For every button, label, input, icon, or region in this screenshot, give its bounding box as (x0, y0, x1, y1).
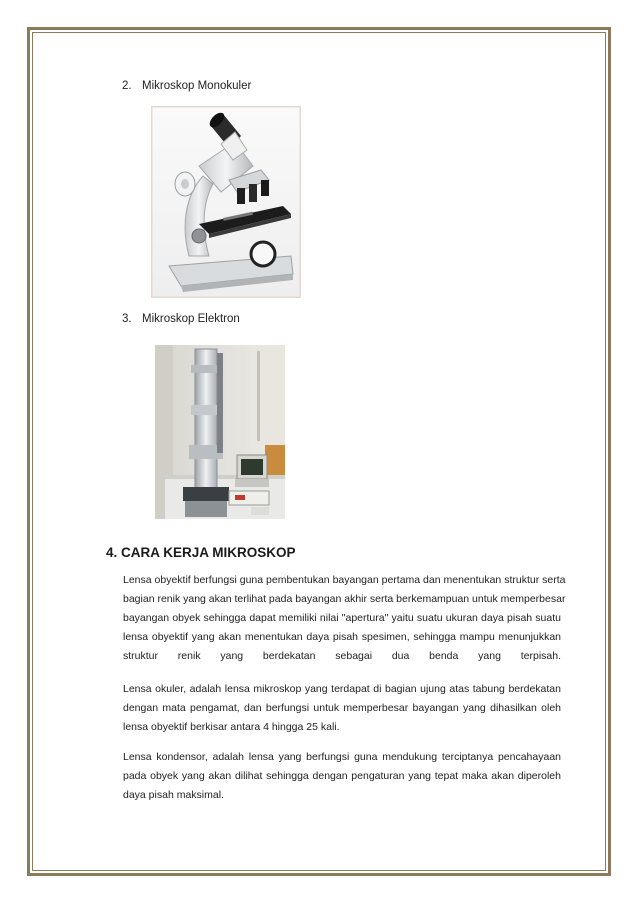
paragraph-ocular-lens (123, 680, 561, 737)
electron-microscope-photo (155, 345, 285, 519)
page-border-inner (32, 32, 606, 871)
paragraph-line: daya pisah maksimal. (123, 789, 224, 801)
paragraph-condenser-lens (123, 748, 561, 805)
paragraph-objective-lens (123, 571, 566, 666)
caption-number: 3. (122, 313, 132, 325)
monocular-microscope-photo (151, 106, 301, 298)
caption-number: 2. (122, 80, 132, 92)
paragraph-line: dengan mata pengamat, dan berfungsi untuk memperbesar bayangan yang dihasilkan oleh (123, 702, 561, 714)
section-heading: 4. CARA KERJA MIKROSKOP (106, 545, 296, 560)
caption-monocular (122, 80, 251, 92)
caption-label: Mikroskop Monokuler (142, 80, 252, 92)
paragraph-line: Lensa obyektif berfungsi guna pembentukan bayangan pertama dan menentukan struktur serta (123, 574, 566, 586)
paragraph-line: Lensa kondensor, adalah lensa yang berfungsi guna mendukung terciptanya pencahayaan (123, 751, 561, 763)
paragraph-line: lensa obyektif yang akan menentukan daya pisah spesimen, sehingga mampu menunjukkan (123, 631, 561, 643)
paragraph-line: bagian renik yang akan terlihat pada bayangan akhir serta berkemampuan untuk memperbesar (123, 593, 566, 605)
paragraph-line: pada obyek yang akan dilihat sehingga dengan pengaturan yang tepat maka akan diperoleh (123, 770, 561, 782)
electron-microscope-illustration (155, 345, 285, 519)
caption-electron (122, 313, 240, 325)
paragraph-line: lensa obyektif berkisar antara 4 hingga 25 kali. (123, 721, 340, 733)
paragraph-line: Lensa okuler, adalah lensa mikroskop yang terdapat di bagian ujung atas tabung berdekatan (123, 683, 561, 695)
monocular-microscope-illustration (151, 106, 301, 298)
caption-label: Mikroskop Elektron (142, 313, 240, 325)
paragraph-line: bayangan obyek sehingga dapat memiliki nilai "apertura" yaitu suatu ukuran daya pisah suatu (123, 612, 561, 624)
paragraph-line: struktur renik yang berdekatan sebagai dua benda yang terpisah. (123, 650, 561, 662)
